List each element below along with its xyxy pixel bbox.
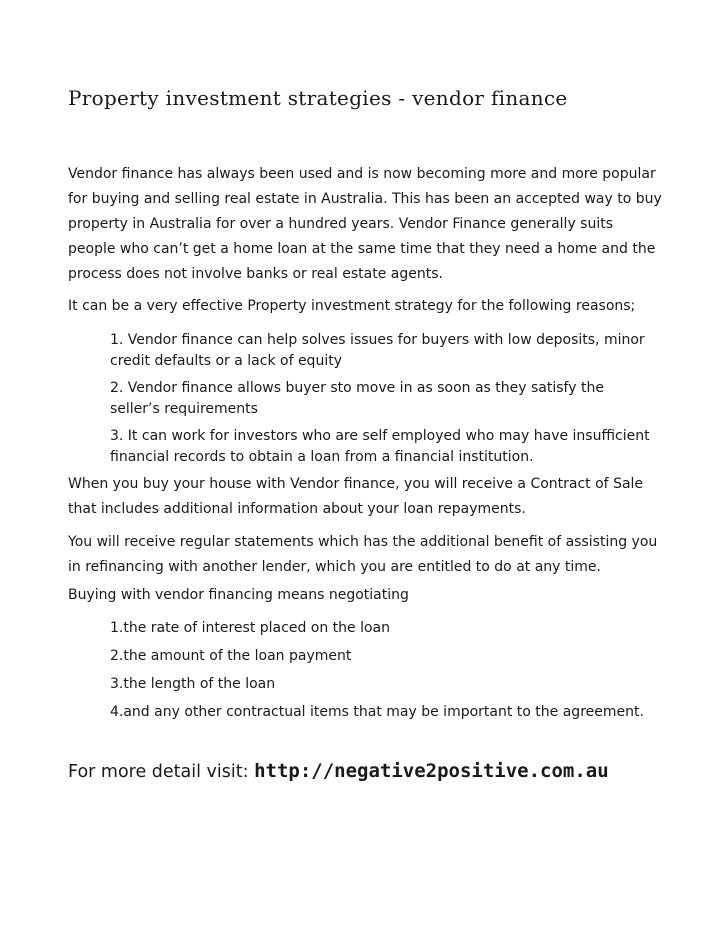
list-item: 1.the rate of interest placed on the loan: [110, 620, 390, 636]
list-item: 2. Vendor finance allows buyer sto move in as soon as they satisfy the seller’s requirements: [110, 380, 604, 417]
list-item: 4.and any other contractual items that may be important to the agreement.: [110, 704, 644, 720]
website-link[interactable]: http://negative2positive.com.au: [254, 760, 609, 782]
more-detail-label: For more detail visit:: [68, 762, 255, 782]
negotiating-list: [110, 618, 650, 730]
page-title: Property investment strategies - vendor finance: [68, 86, 568, 110]
negotiating-intro-paragraph: Buying with vendor financing means negotiating: [68, 587, 409, 603]
list-item: 2.the amount of the loan payment: [110, 648, 352, 664]
intro-paragraph: Vendor finance has always been used and is now becoming more and more popular for buying and selling real estate in Australia. This has been an accepted way to buy property in Australia for over a hundred years. Vendor Finance generally suits people who can’t get a home loan at the same time that they need a home and the process does not involve banks or real estate agents.: [68, 166, 662, 282]
more-detail-line: [68, 760, 609, 782]
list-item: 3. It can work for investors who are self employed who may have insufficient financial records to obtain a loan from a financial institution.: [110, 428, 650, 465]
reasons-list: [110, 330, 650, 474]
statements-paragraph: You will receive regular statements which has the additional benefit of assisting you in refinancing with another lender, which you are entitled to do at any time.: [68, 534, 658, 575]
reasons-intro-paragraph: It can be a very effective Property investment strategy for the following reasons;: [68, 298, 636, 314]
contract-paragraph: When you buy your house with Vendor finance, you will receive a Contract of Sale that includes additional information about your loan repayments.: [68, 476, 644, 517]
list-item: 3.the length of the loan: [110, 676, 276, 692]
list-item: 1. Vendor finance can help solves issues for buyers with low deposits, minor credit defaults or a lack of equity: [110, 332, 645, 369]
